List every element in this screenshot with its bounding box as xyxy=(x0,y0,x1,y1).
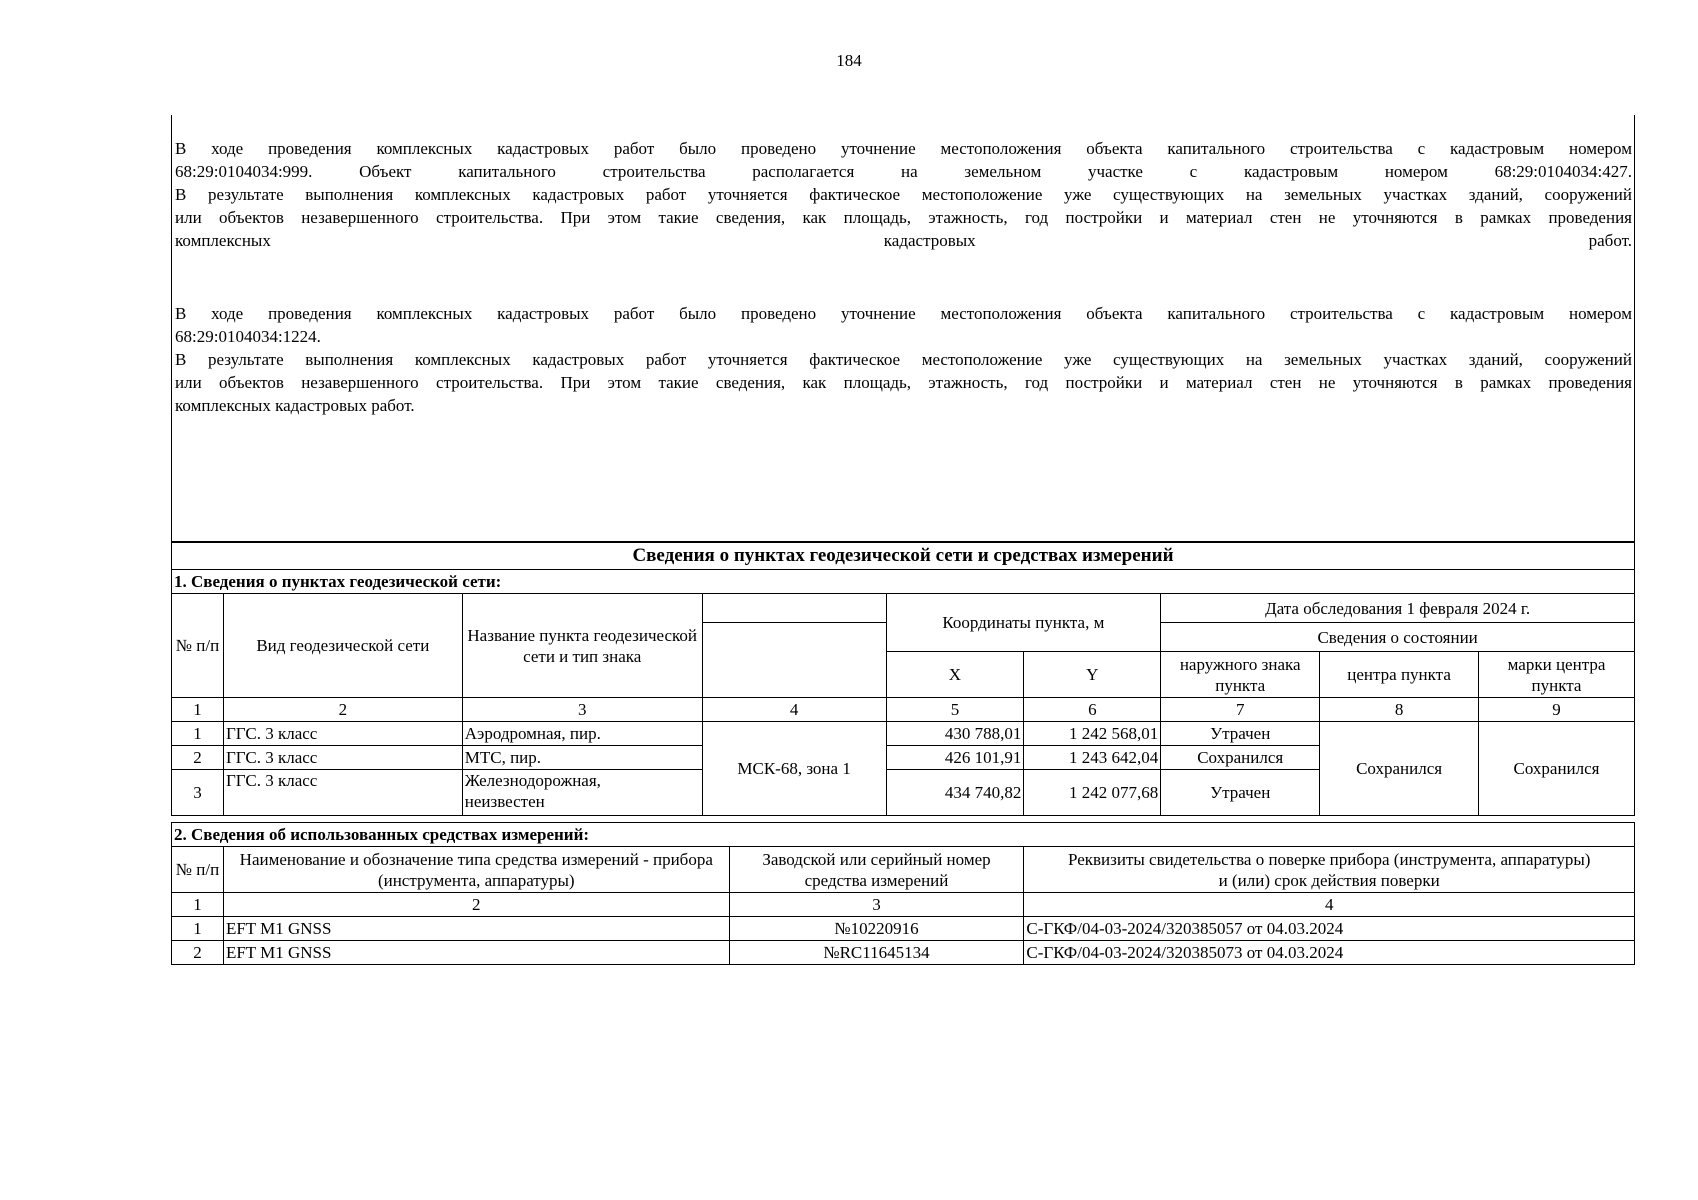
geodetic-table xyxy=(171,541,1635,816)
paragraph-1 xyxy=(175,137,1632,252)
header-blank xyxy=(702,623,886,698)
header-blank-top xyxy=(702,594,886,623)
header-coords: Координаты пункта, м xyxy=(886,594,1161,652)
col-number: 1 xyxy=(172,698,224,722)
instruments-table xyxy=(171,822,1635,965)
header-serial: Заводской или серийный номер средства измерений xyxy=(729,847,1024,893)
paragraph-line: комплексных кадастровых работ. xyxy=(175,396,415,415)
row-network: ГГС. 3 класс xyxy=(223,722,462,746)
column-numbers-row xyxy=(172,893,1635,917)
row-x: 426 101,91 xyxy=(886,746,1024,770)
col-number: 3 xyxy=(729,893,1024,917)
header-point-name: Название пункта геодезической сети и тип знака xyxy=(462,594,702,698)
paragraph-line: В результате выполнения комплексных кадастровых работ уточняется фактическое местоположение уже существующих на земельных участках зданий, сооружений xyxy=(175,185,1632,204)
row-outer-state: Утрачен xyxy=(1161,722,1320,746)
row-num: 2 xyxy=(172,746,224,770)
header-certificate: Реквизиты свидетельства о поверке прибора (инструмента, аппаратуры) и (или) срок действия поверки xyxy=(1024,847,1635,893)
col-number: 4 xyxy=(702,698,886,722)
row-num: 1 xyxy=(172,917,224,941)
col-number: 7 xyxy=(1161,698,1320,722)
paragraph-line: 68:29:0104034:1224. xyxy=(175,327,321,346)
column-numbers-row xyxy=(172,698,1635,722)
col-number: 4 xyxy=(1024,893,1635,917)
header-survey-date: Дата обследования 1 февраля 2024 г. xyxy=(1161,594,1635,623)
header-center-mark: марки центра пункта xyxy=(1479,652,1635,698)
paragraph-line: или объектов незавершенного строительства. При этом такие сведения, как площадь, этажность, год постройки и материал стен не уточняются в рамках проведения xyxy=(175,373,1632,392)
row-instrument-name: EFT M1 GNSS xyxy=(223,917,729,941)
paragraph-line: или объектов незавершенного строительства. При этом такие сведения, как площадь, этажность, год постройки и материал стен не уточняются в рамках проведения xyxy=(175,208,1632,227)
header-instrument-name: Наименование и обозначение типа средства измерений - прибора (инструмента, аппаратуры) xyxy=(223,847,729,893)
mark-state: Сохранился xyxy=(1479,722,1635,816)
center-state: Сохранился xyxy=(1320,722,1479,816)
header-num: № п/п xyxy=(172,594,224,698)
paragraph-line: В ходе проведения комплексных кадастровых работ было проведено уточнение местоположения объекта капитального строительства с кадастровым номером xyxy=(175,139,1632,158)
row-serial: №10220916 xyxy=(729,917,1024,941)
row-point-name: Железнодорожная, неизвестен xyxy=(462,770,702,816)
col-number: 9 xyxy=(1479,698,1635,722)
col-number: 2 xyxy=(223,893,729,917)
header-x: X xyxy=(886,652,1024,698)
row-num: 3 xyxy=(172,770,224,816)
col-number: 1 xyxy=(172,893,224,917)
row-network: ГГС. 3 класс xyxy=(223,746,462,770)
row-point-name: МТС, пир. xyxy=(462,746,702,770)
row-x: 430 788,01 xyxy=(886,722,1024,746)
row-y: 1 242 568,01 xyxy=(1024,722,1161,746)
row-certificate: С-ГКФ/04-03-2024/320385057 от 04.03.2024 xyxy=(1024,917,1635,941)
page-number: 184 xyxy=(836,51,862,70)
header-center: центра пункта xyxy=(1320,652,1479,698)
section-2-heading: 2. Сведения об использованных средствах измерений: xyxy=(172,823,1635,847)
row-network: ГГС. 3 класс xyxy=(223,770,462,816)
coord-system: МСК-68, зона 1 xyxy=(702,722,886,816)
paragraph-2 xyxy=(175,302,1632,417)
table-row xyxy=(172,917,1635,941)
row-outer-state: Сохранился xyxy=(1161,746,1320,770)
text-frame xyxy=(171,115,1635,543)
row-certificate: С-ГКФ/04-03-2024/320385073 от 04.03.2024 xyxy=(1024,941,1635,965)
row-y: 1 243 642,04 xyxy=(1024,746,1161,770)
table-title: Сведения о пунктах геодезической сети и средствах измерений xyxy=(172,542,1635,570)
header-num: № п/п xyxy=(172,847,224,893)
paragraph-line: В ходе проведения комплексных кадастровых работ было проведено уточнение местоположения объекта капитального строительства с кадастровым номером xyxy=(175,304,1632,323)
header-network-type: Вид геодезической сети xyxy=(223,594,462,698)
header-state: Сведения о состоянии xyxy=(1161,623,1635,652)
header-y: Y xyxy=(1024,652,1161,698)
row-x: 434 740,82 xyxy=(886,770,1024,816)
row-point-name: Аэродромная, пир. xyxy=(462,722,702,746)
section-1-heading: 1. Сведения о пунктах геодезической сети: xyxy=(172,570,1635,594)
col-number: 2 xyxy=(223,698,462,722)
row-num: 1 xyxy=(172,722,224,746)
paragraph-line: комплексных кадастровых работ. xyxy=(175,231,1632,250)
header-outer-sign: наружного знака пункта xyxy=(1161,652,1320,698)
row-num: 2 xyxy=(172,941,224,965)
paragraph-line: В результате выполнения комплексных кадастровых работ уточняется фактическое местоположение уже существующих на земельных участках зданий, сооружений xyxy=(175,350,1632,369)
col-number: 3 xyxy=(462,698,702,722)
col-number: 8 xyxy=(1320,698,1479,722)
row-y: 1 242 077,68 xyxy=(1024,770,1161,816)
row-serial: №RC11645134 xyxy=(729,941,1024,965)
col-number: 5 xyxy=(886,698,1024,722)
table-row xyxy=(172,722,1635,746)
table-row xyxy=(172,941,1635,965)
row-instrument-name: EFT M1 GNSS xyxy=(223,941,729,965)
paragraph-line: 68:29:0104034:999. Объект капитального строительства располагается на земельном участке с кадастровым номером 68:29:0104034:427. xyxy=(175,162,1632,181)
row-outer-state: Утрачен xyxy=(1161,770,1320,816)
col-number: 6 xyxy=(1024,698,1161,722)
